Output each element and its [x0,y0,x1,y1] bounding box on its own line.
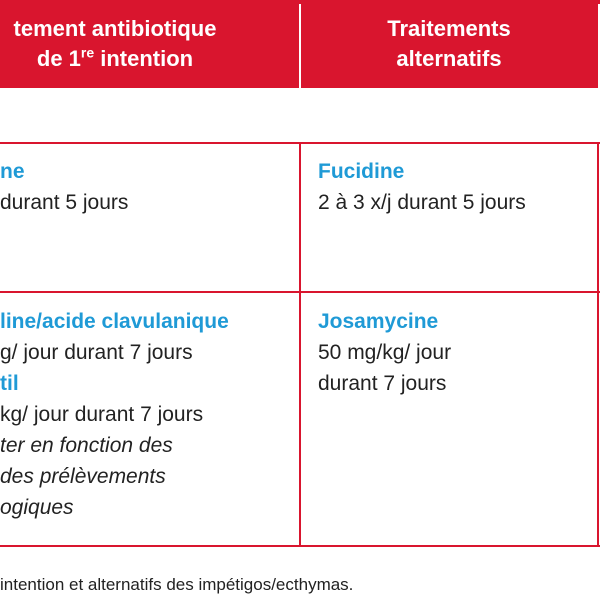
row2-first-note-line1: ter en fonction des [0,434,173,457]
row2-first-line-cell [0,306,229,523]
header-col1-line2-post: intention [94,46,194,71]
row2-first-drug2: til [0,372,19,395]
row1-alt-drug: Fucidine [318,160,405,183]
header-col1-superscript: re [80,44,95,61]
header-divider-1 [299,4,301,88]
table-caption: intention et alternatifs des impétigos/ecthymas. [0,575,354,594]
header-col1-line1: tement antibiotique [13,16,217,41]
row2-alt-dosage-line2: durant 7 jours [318,372,447,395]
row2-alt-drug: Josamycine [318,310,439,333]
row1-first-line-cell [0,156,128,218]
row1-first-drug: ne [0,160,25,183]
row2-first-drug: line/acide clavulanique [0,310,229,333]
header-col2-line1: Traitements [387,16,511,41]
row2-first-dosage2: kg/ jour durant 7 jours [0,403,204,426]
header-alternative-treatments [300,0,598,88]
header-col2-line2: alternatifs [396,46,502,71]
row2-first-dosage: g/ jour durant 7 jours [0,341,193,364]
row1-first-dosage: durant 5 jours [0,191,129,214]
header-col1-line2 [37,44,193,74]
row2-alternative-cell [318,306,451,399]
row1-alternative-cell [318,156,526,218]
row2-alt-dosage-line1: 50 mg/kg/ jour [318,341,452,364]
row2-first-note-line2: des prélèvements [0,465,166,488]
row2-first-note-line3: ogiques [0,496,74,519]
column-divider [299,142,301,547]
header-col1-line2-pre: de 1 [36,46,81,71]
header-first-line-treatment [0,0,300,88]
column-divider-right [597,142,599,547]
row1-alt-dosage: 2 à 3 x/j durant 5 jours [318,191,526,214]
